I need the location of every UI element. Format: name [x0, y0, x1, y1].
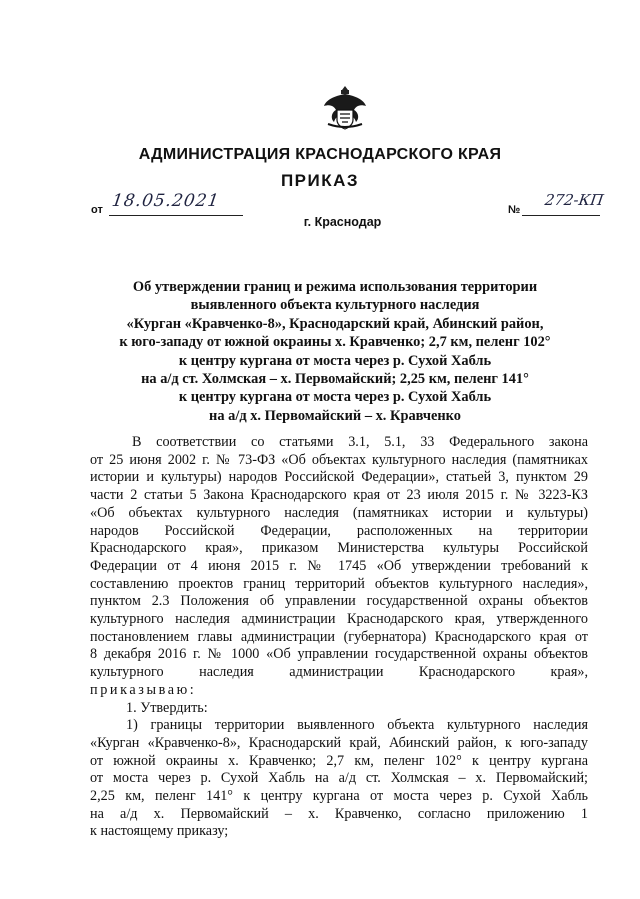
body-line: на а/д х. Первомайский – х. Кравченко, согласно приложению 1 — [90, 805, 588, 822]
title-line: на а/д ст. Холмская – х. Первомайский; 2,25 км, пеленг 141° — [141, 371, 529, 388]
body-line: Краснодарского края», приказом Министерства культуры Российской — [90, 540, 588, 557]
body-line: «Курган «Кравченко-8», Краснодарский край, Абинский район, к юго-западу — [90, 734, 588, 751]
body-line: В соответствии со статьями 3.1, 5.1, 33 Федерального закона — [132, 434, 588, 450]
body-line: «Об объектах культурного наследия (памятниках истории и культуры) — [90, 504, 588, 521]
document-type: ПРИКАЗ — [280, 171, 360, 190]
body-line: Федерации от 4 июня 2015 г. № 1745 «Об утверждении требований к — [90, 557, 588, 574]
body-line: истории и культуры) народов Российской Федерации», статьей 3, пунктом 29 — [90, 469, 588, 486]
body-line: составлению проектов границ территорий объектов культурного наследия», — [90, 575, 588, 592]
body-line: от моста через р. Сухой Хабль на а/д ст. Холмская – х. Первомайский; — [90, 770, 588, 787]
body-line: культурного наследия администрации Краснодарского края», — [90, 664, 588, 681]
coat-of-arms-icon — [322, 84, 368, 132]
title-line: Об утверждении границ и режима использования территории — [132, 279, 538, 295]
body-line: части 2 статьи 5 Закона Краснодарского края от 23 июля 2015 г. № 3223-КЗ — [90, 487, 588, 504]
handwritten-number: 272-КП — [543, 191, 605, 209]
body-line: 1. Утвердить: — [126, 699, 208, 716]
body-line: от южной окраины х. Кравченко; 2,7 км, пеленг 102° к центру кургана — [90, 752, 588, 769]
title-line: на а/д х. Первомайский – х. Кравченко — [209, 407, 461, 424]
document-body — [90, 434, 588, 841]
title-line: выявленного объекта культурного наследия — [190, 297, 480, 314]
body-line: 8 декабря 2016 г. № 1000 «Об управлении государственной охраны объектов — [90, 646, 588, 663]
organization-name: АДМИНИСТРАЦИЯ КРАСНОДАРСКОГО КРАЯ — [138, 146, 502, 163]
body-line: от 25 июня 2002 г. № 73-ФЗ «Об объектах культурного наследия (памятниках — [90, 451, 588, 468]
body-line: 1) границы территории выявленного объекта культурного наследия — [126, 717, 588, 734]
handwritten-date: 18.05.2021 — [110, 191, 221, 211]
title-line: к юго-западу от южной окраины х. Кравченко; 2,7 км, пеленг 102° — [119, 334, 551, 351]
body-line: пунктом 2.3 Положения об управлении государственной охраны объектов — [90, 593, 588, 610]
document-title — [90, 278, 580, 425]
body-line-order: приказываю: — [90, 681, 197, 698]
title-line: к центру кургана от моста через р. Сухой Хабль — [178, 389, 492, 406]
body-line: 2,25 км, пеленг 141° к центру кургана от моста через р. Сухой Хабль — [90, 788, 588, 805]
number-label: № — [508, 204, 521, 216]
body-line: постановлением главы администрации (губернатора) Краснодарского края от — [90, 628, 588, 645]
title-line: к центру кургана от моста через р. Сухой Хабль — [178, 352, 492, 369]
title-line: «Курган «Кравченко-8», Краснодарский край, Абинский район, — [126, 315, 544, 332]
body-line: народов Российской Федерации, расположенных на территории — [90, 522, 588, 539]
body-line: культурного наследия администрации Краснодарского края, утвержденного — [90, 611, 588, 628]
date-label: от — [91, 204, 103, 216]
body-line: к настоящему приказу; — [90, 823, 229, 840]
city: г. Краснодар — [303, 215, 382, 229]
